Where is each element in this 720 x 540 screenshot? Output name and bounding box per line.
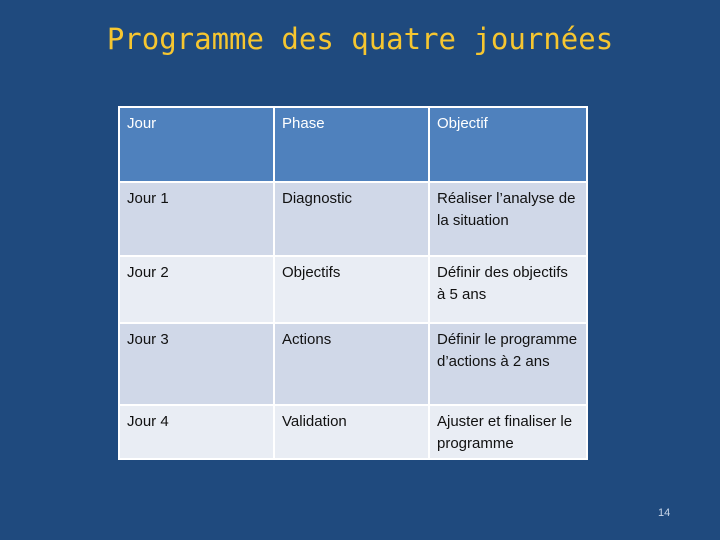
page-number: 14: [658, 507, 671, 519]
header-jour: Jour: [119, 107, 274, 182]
table-row: [119, 405, 587, 459]
program-table: [118, 106, 588, 460]
cell-jour: Jour 4: [119, 405, 274, 459]
table-row: [119, 182, 587, 256]
cell-objectif: Réaliser l’analyse de la situation: [429, 182, 587, 256]
slide-title: Programme des quatre journées: [106, 22, 614, 56]
cell-jour: Jour 2: [119, 256, 274, 323]
cell-objectif: Définir des objectifs à 5 ans: [429, 256, 587, 323]
cell-objectif: Ajuster et finaliser le programme: [429, 405, 587, 459]
cell-phase: Diagnostic: [274, 182, 429, 256]
program-table-container: [118, 106, 586, 460]
cell-jour: Jour 1: [119, 182, 274, 256]
cell-jour: Jour 3: [119, 323, 274, 405]
cell-phase: Actions: [274, 323, 429, 405]
cell-objectif: Définir le programme d’actions à 2 ans: [429, 323, 587, 405]
header-phase: Phase: [274, 107, 429, 182]
table-row: [119, 323, 587, 405]
cell-phase: Validation: [274, 405, 429, 459]
header-objectif: Objectif: [429, 107, 587, 182]
table-header-row: [119, 107, 587, 182]
cell-phase: Objectifs: [274, 256, 429, 323]
table-row: [119, 256, 587, 323]
